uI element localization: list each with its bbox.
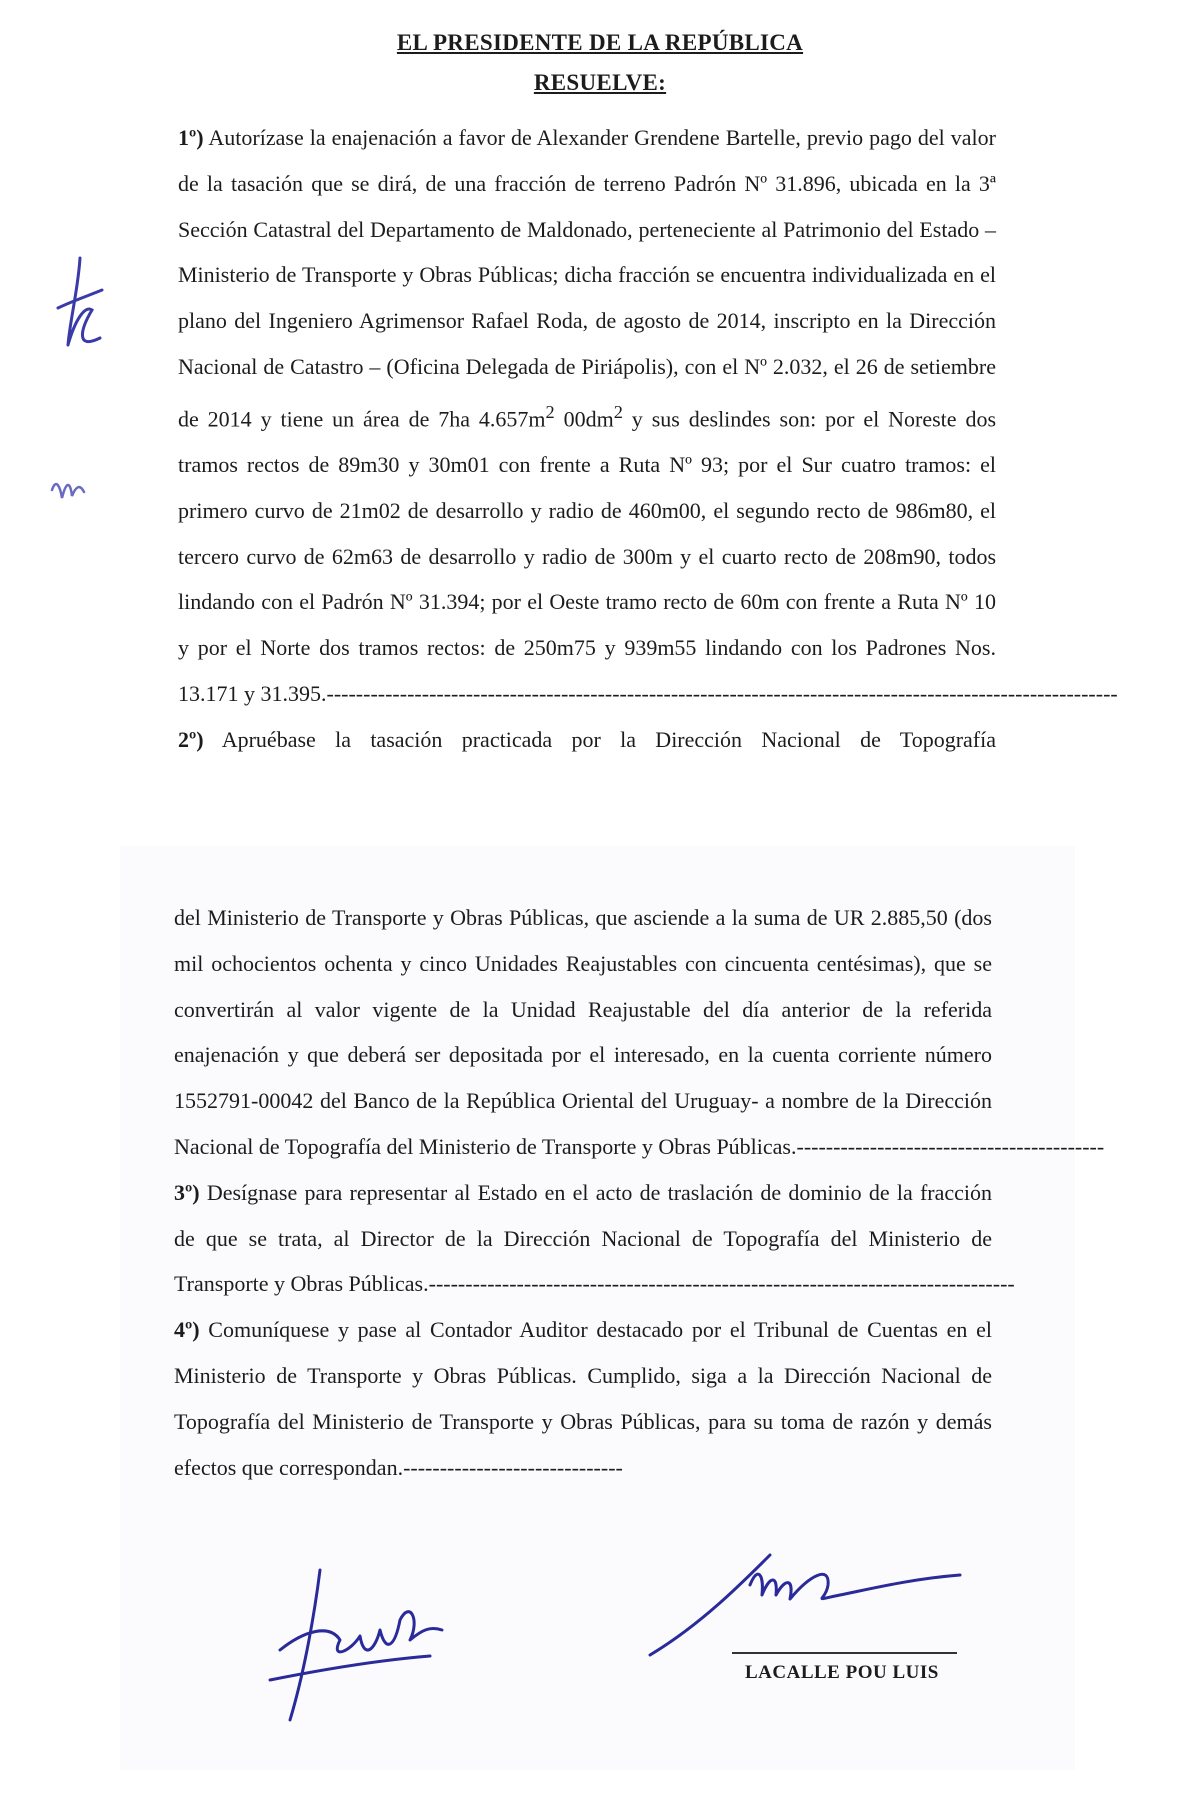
article-4-trail: ------------------------------ bbox=[403, 1454, 623, 1480]
article-3-number: 3º) bbox=[174, 1179, 200, 1205]
article-2-continuation-text: del Ministerio de Transporte y Obras Públicas, que asciende a la suma de UR 2.885,50 (dos mil ochocientos ochenta y cinco Unidades Reajustables con cincuenta centésimas), que se convertirán al valor vigente de la Unidad Reajustable del día anterior de la referida enajenación y que deberá ser depositada por el interesado, en la cuenta corriente número 1552791-00042 del Banco de la República Oriental del Uruguay- a nombre de la Dirección Nacional de Topografía del Ministerio de Transporte y Obras Públicas. bbox=[174, 905, 992, 1159]
heading-title: EL PRESIDENTE DE LA REPÚBLICA bbox=[396, 30, 804, 55]
area-dm2-superscript: 2 bbox=[613, 401, 623, 422]
articles-block-lower bbox=[174, 895, 1105, 1490]
article-2-number: 2º) bbox=[178, 726, 204, 752]
article-1-number: 1º) bbox=[178, 125, 204, 150]
article-1-text-mid: 00dm bbox=[554, 406, 614, 432]
article-1 bbox=[178, 115, 1118, 717]
article-4-number: 4º) bbox=[174, 1317, 200, 1343]
signature-line bbox=[732, 1652, 957, 1654]
heading-resolve: RESUELVE: bbox=[533, 70, 667, 95]
article-2-continuation bbox=[174, 895, 1105, 1170]
margin-initials-signature-icon bbox=[40, 250, 110, 530]
left-signature-icon bbox=[260, 1560, 460, 1730]
article-3-trail: -------------------------------------------------------------------------------- bbox=[428, 1271, 1015, 1297]
article-3 bbox=[174, 1170, 1015, 1307]
articles-block-upper bbox=[178, 115, 1118, 762]
article-4 bbox=[174, 1307, 992, 1490]
article-1-text: Autorízase la enajenación a favor de Alexander Grendene Bartelle, previo pago del valor de la tasación que se dirá, de una fracción de terreno Padrón Nº 31.896, ubicada en la 3ª Sección Catastral del Departamento de Maldonado, perteneciente al Patrimonio del Estado – Ministerio de Transporte y Obras Públicas; dicha fracción se encuentra individualizada en el plano del Ingeniero Agrimensor Rafael Roda, de agosto de 2014, inscripto en la Dirección Nacional de Catastro – (Oficina Delegada de Piriápolis), con el Nº 2.032, el 26 de setiembre de 2014 y tiene un área de 7ha 4.657m bbox=[178, 125, 996, 432]
president-signature-icon bbox=[640, 1545, 970, 1665]
signer-name: LACALLE POU LUIS bbox=[745, 1662, 939, 1683]
article-3-text: Desígnase para representar al Estado en el acto de traslación de dominio de la fracción de que se trata, al Director de la Dirección Nacional de Topografía del Ministerio de Transporte y Obras Públicas. bbox=[174, 1179, 993, 1297]
article-4-text: Comuníquese y pase al Contador Auditor destacado por el Tribunal de Cuentas en el Ministerio de Transporte y Obras Públicas. Cumplido, siga a la Dirección Nacional de Topografía del Ministerio de Transporte y Obras Públicas, para su toma de razón y demás efectos que correspondan. bbox=[174, 1317, 992, 1480]
article-1-trail: ------------------------------------------------------------------------------------------------------------ bbox=[326, 680, 1118, 706]
article-2-start bbox=[178, 717, 996, 763]
article-2-text: Apruébase la tasación practicada por la Dirección Nacional de Topografía bbox=[221, 726, 996, 752]
article-2-trail: ------------------------------------------ bbox=[796, 1133, 1105, 1159]
article-1-text-end: y sus deslindes son: por el Noreste dos tramos rectos de 89m30 y 30m01 con frente a Ruta Nº 93; por el Sur cuatro tramos: el primero curvo de 21m02 de desarrollo y radio de 460m00, el segundo recto de 986m80, el tercero curvo de 62m63 de desarrollo y radio de 300m y el cuarto recto de 208m90, todos lindando con el Padrón Nº 31.394; por el Oeste tramo recto de 60m con frente a Ruta Nº 10 y por el Norte dos tramos rectos: de 250m75 y 939m55 lindando con los Padrones Nos. 13.171 y 31.395. bbox=[178, 406, 997, 706]
area-m2-superscript: 2 bbox=[545, 401, 555, 422]
